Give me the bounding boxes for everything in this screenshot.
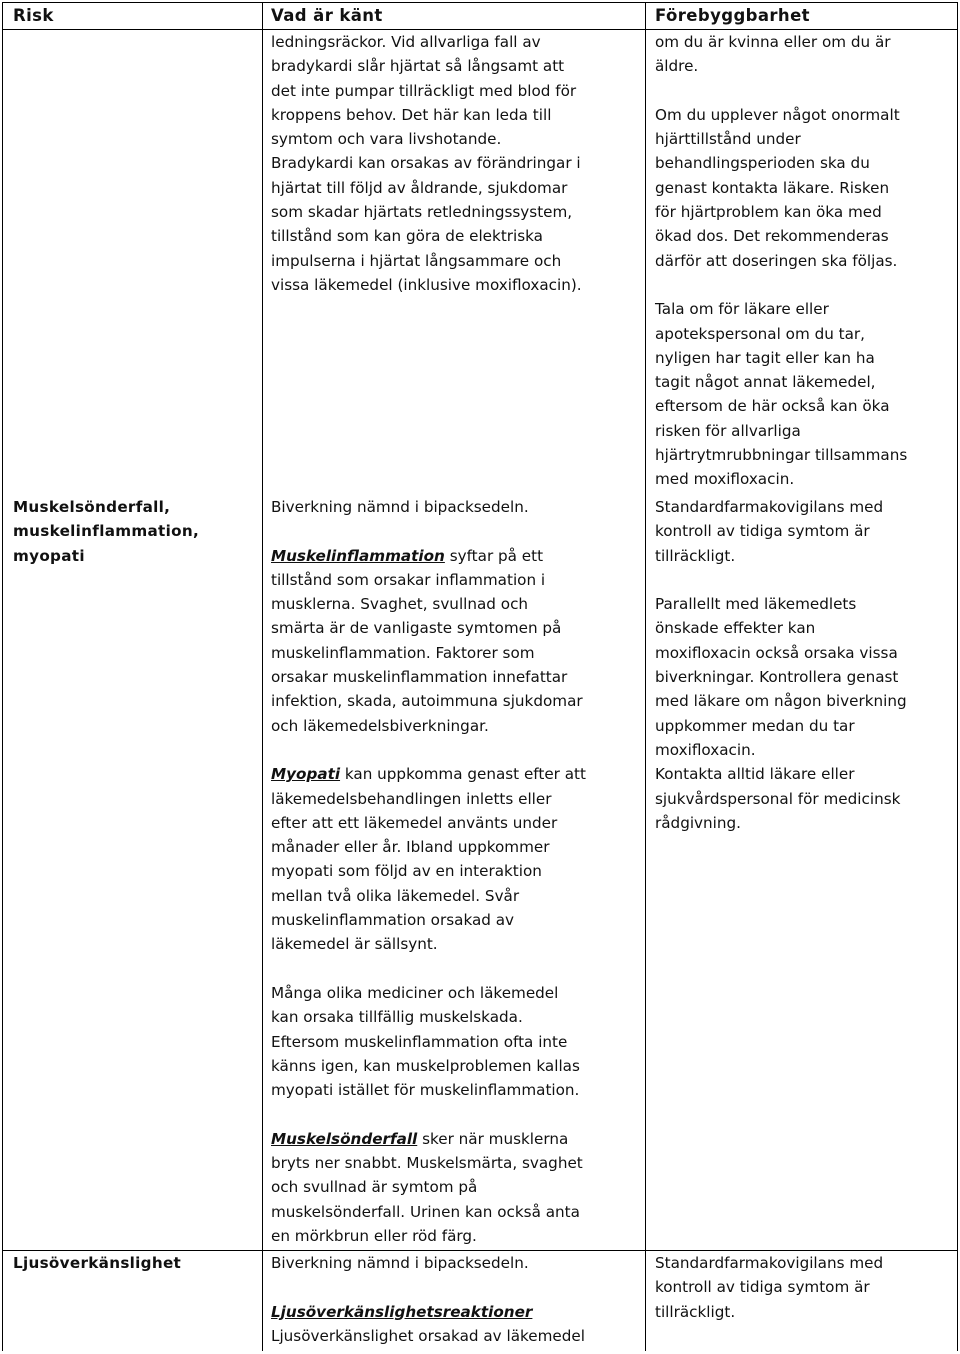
text-line: muskelsönderfall. Urinen kan också anta	[271, 1202, 580, 1221]
row3-risk-cell: Ljusöverkänslighet	[13, 1254, 182, 1272]
text-line: impulserna i hjärtat långsammare och	[271, 251, 562, 270]
text-line: kontroll av tidiga symtom är	[655, 522, 870, 541]
risk-name-line: Muskelsönderfall,	[13, 498, 171, 516]
text-line: ledningsräckor. Vid allvarliga fall av	[271, 33, 541, 51]
text-line: en mörkbrun eller röd färg.	[271, 1226, 477, 1245]
text-line: kroppens behov. Det här kan leda till	[271, 105, 552, 124]
text-line: Om du upplever något onormalt	[655, 105, 900, 124]
text-line: Kontakta alltid läkare eller	[655, 765, 855, 784]
text-line: hjärtrytmrubbningar tillsammans	[655, 446, 908, 465]
text-line: risken för allvarliga	[655, 421, 801, 440]
text-line: tillräckligt.	[655, 546, 736, 565]
text-line: uppkommer medan du tar	[655, 716, 855, 735]
text-line: muskelinflammation orsakad av	[271, 911, 515, 930]
text-line	[271, 762, 586, 786]
text-line: infektion, skada, autoimmuna sjukdomar	[271, 692, 583, 711]
text-line: bradykardi slår hjärtat så långsamt att	[271, 57, 565, 76]
text-line	[271, 1300, 585, 1324]
text-line: genast kontakta läkare. Risken	[655, 178, 890, 197]
text-line: myopati istället för muskelinflammation.	[271, 1081, 580, 1100]
table-left-border	[2, 2, 3, 1351]
text-line: läkemedel är sällsynt.	[271, 935, 438, 954]
text-line: därför att doseringen ska följas.	[655, 251, 898, 270]
text-line: nyligen har tagit eller kan ha	[655, 348, 875, 367]
text-line: Standardfarmakovigilans med	[655, 498, 884, 516]
text-line: Tala om för läkare eller	[655, 300, 829, 319]
text-line: Ljusöverkänslighet orsakad av läkemedel	[271, 1326, 585, 1345]
text-line: eftersom de här också kan öka	[655, 397, 890, 416]
text-line: med läkare om någon biverkning	[655, 692, 907, 711]
text-line: Bradykardi kan orsakas av förändringar i	[271, 154, 581, 173]
row3-prevention-cell	[655, 1251, 883, 1324]
risk-table	[2, 2, 958, 1351]
risk-name-line: muskelinflammation,	[13, 522, 200, 541]
text-line: bryts ner snabbt. Muskelsmärta, svaghet	[271, 1154, 583, 1173]
text-line: om du är kvinna eller om du är	[655, 33, 891, 51]
text-line: tillräckligt.	[655, 1302, 736, 1321]
text-line: kontroll av tidiga symtom är	[655, 1278, 870, 1297]
text-line: Biverkning nämnd i bipacksedeln.	[271, 498, 529, 516]
header-known: Vad är känt	[271, 6, 383, 25]
header-risk: Risk	[13, 6, 54, 25]
term-myopati: Myopati	[271, 765, 341, 784]
text-line: smärta är de vanligaste symtomen på	[271, 619, 562, 638]
header-prevention: Förebyggbarhet	[655, 6, 810, 25]
text-line: vissa läkemedel (inklusive moxifloxacin).	[271, 275, 582, 294]
text-line	[271, 544, 586, 568]
text-line: önskade effekter kan	[655, 619, 816, 638]
text-line: äldre.	[655, 57, 699, 76]
text-line: hjärtat till följd av åldrande, sjukdomar	[271, 178, 568, 197]
table-top-border	[2, 2, 958, 3]
text-line: efter att ett läkemedel använts under	[271, 813, 558, 832]
row1-known-cell	[271, 30, 582, 297]
row3-known-cell	[271, 1251, 585, 1348]
text-line: som skadar hjärtats retledningssystem,	[271, 203, 573, 222]
text-line: muskelinflammation. Faktorer som	[271, 643, 535, 662]
text-line: kan orsaka tillfällig muskelskada.	[271, 1008, 523, 1027]
table-right-border	[957, 2, 958, 1351]
text-line: behandlingsperioden ska du	[655, 154, 870, 173]
row1-prevention-cell	[655, 30, 907, 492]
text-line	[271, 1127, 586, 1151]
row2-known-cell	[271, 495, 586, 1248]
text-line: moxifloxacin.	[655, 740, 756, 759]
text-line: Eftersom muskelinflammation ofta inte	[271, 1032, 568, 1051]
text-line: hjärttillstånd under	[655, 130, 801, 149]
text-line: symtom och vara livshotande.	[271, 130, 502, 149]
text-line: och svullnad är symtom på	[271, 1178, 478, 1197]
text-line: tillstånd som kan göra de elektriska	[271, 227, 543, 246]
text-line: för hjärtproblem kan öka med	[655, 203, 882, 222]
text-line: läkemedelsbehandlingen inletts eller	[271, 789, 552, 808]
text-line: tillstånd som orsakar inflammation i	[271, 570, 546, 589]
risk-name-line: myopati	[13, 546, 85, 565]
text-line: med moxifloxacin.	[655, 470, 795, 489]
text-line: det inte pumpar tillräckligt med blod för	[271, 81, 577, 100]
column-divider-1	[262, 2, 263, 1351]
text-line: Många olika mediciner och läkemedel	[271, 983, 559, 1002]
text-line: ökad dos. Det rekommenderas	[655, 227, 889, 246]
text-line: Parallellt med läkemedlets	[655, 595, 857, 614]
term-muskelsonderfall: Muskelsönderfall	[271, 1129, 418, 1148]
column-divider-2	[645, 2, 646, 1351]
text-line: orsakar muskelinflammation innefattar	[271, 668, 568, 687]
text-line: mellan två olika läkemedel. Svår	[271, 886, 520, 905]
text-line: månader eller år. Ibland uppkommer	[271, 838, 550, 857]
text-line: myopati som följd av en interaktion	[271, 862, 542, 881]
text-line: känns igen, kan muskelproblemen kallas	[271, 1056, 580, 1075]
text-span: sker när musklerna	[417, 1129, 569, 1148]
text-line: apotekspersonal om du tar,	[655, 324, 865, 343]
text-line: rådgivning.	[655, 813, 741, 832]
row2-risk-cell	[13, 495, 199, 568]
text-line: och läkemedelsbiverkningar.	[271, 716, 489, 735]
text-line: Biverkning nämnd i bipacksedeln.	[271, 1254, 529, 1272]
row2-prevention-cell	[655, 495, 907, 835]
text-line: musklerna. Svaghet, svullnad och	[271, 595, 529, 614]
text-span: syftar på ett	[444, 546, 544, 565]
text-line: tagit något annat läkemedel,	[655, 373, 876, 392]
text-line: moxifloxacin också orsaka vissa	[655, 643, 898, 662]
term-muskelinflammation: Muskelinflammation	[271, 546, 445, 565]
term-ljusoverkanslighetsreaktioner: Ljusöverkänslighetsreaktioner	[271, 1302, 533, 1321]
text-line: biverkningar. Kontrollera genast	[655, 668, 899, 687]
text-line: Standardfarmakovigilans med	[655, 1254, 884, 1272]
text-span: kan uppkomma genast efter att	[340, 765, 586, 784]
text-line: sjukvårdspersonal för medicinsk	[655, 789, 901, 808]
